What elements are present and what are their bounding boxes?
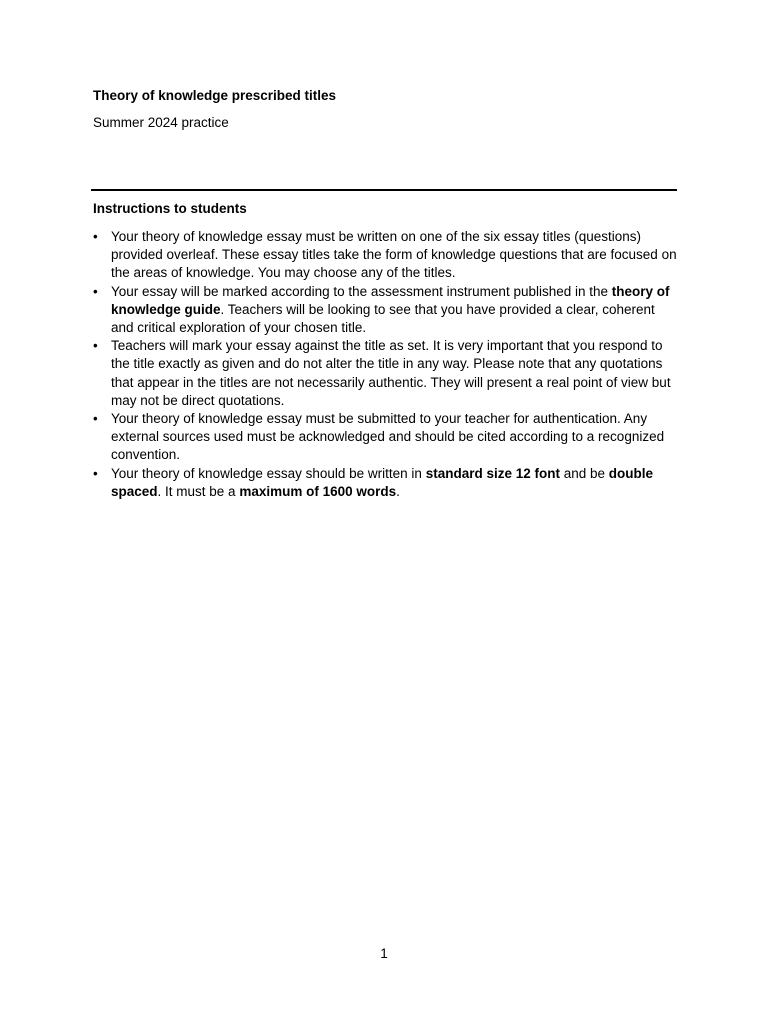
text-run: . — [396, 483, 400, 499]
list-item-text — [111, 229, 677, 280]
text-run: Teachers will mark your essay against the title as set. It is very important that you respond to the title exactly as given and do not alter the title in any way. Please note that any quotations that appear in the titles are not necessarily authentic. They will present a real point of view but may not be direct quotations. — [111, 338, 671, 408]
bullet-icon: • — [93, 411, 98, 427]
emphasis-text: double spaced — [111, 465, 654, 499]
bullet-icon: • — [93, 338, 98, 354]
list-item — [93, 465, 679, 501]
text-run: . It must be a — [157, 483, 240, 499]
list-item-text — [111, 466, 653, 499]
document-subtitle: Summer 2024 practice — [93, 115, 229, 130]
text-run: . Teachers will be looking to see that you have provided a clear, coherent and critical exploration of your chosen title. — [111, 301, 655, 336]
list-item-text — [111, 411, 664, 462]
list-item-text — [111, 284, 670, 335]
instructions-list — [93, 228, 679, 501]
text-run: Your theory of knowledge essay must be written on one of the six essay titles (questions) provided overleaf. These essay titles take the form of knowledge questions that are focused on the areas of knowledge. You may choose any of the titles. — [111, 229, 677, 281]
bullet-icon: • — [93, 465, 98, 481]
list-item — [93, 337, 679, 410]
text-run: Your theory of knowledge essay should be written in — [111, 465, 426, 481]
emphasis-text: theory of knowledge guide — [111, 283, 670, 317]
emphasis-text: maximum of 1600 words — [239, 483, 397, 499]
list-item — [93, 283, 679, 338]
section-heading: Instructions to students — [93, 201, 247, 216]
bullet-icon: • — [93, 283, 98, 299]
list-item — [93, 228, 679, 283]
document-title: Theory of knowledge prescribed titles — [93, 88, 337, 103]
text-run: Your essay will be marked according to the assessment instrument published in the — [111, 283, 612, 299]
emphasis-text: standard size 12 font — [425, 465, 560, 481]
bullet-icon: • — [93, 229, 98, 244]
list-item-text — [111, 338, 671, 408]
list-item — [93, 410, 679, 465]
text-run: and be — [560, 465, 609, 481]
horizontal-divider — [91, 189, 677, 191]
text-run: Your theory of knowledge essay must be submitted to your teacher for authentication. Any external sources used must be acknowledged and should be cited according to a recognized convention. — [111, 411, 665, 463]
page-number: 1 — [380, 946, 388, 961]
